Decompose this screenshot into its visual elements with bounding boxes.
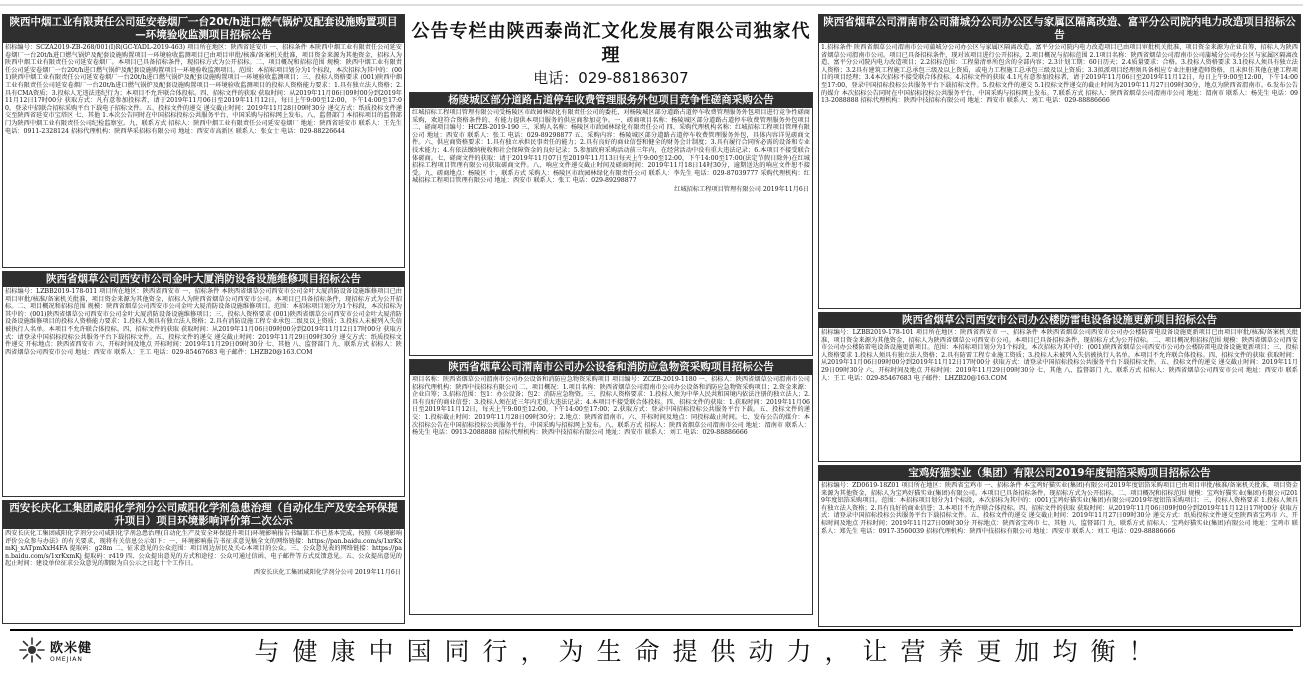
notice-body: 招标编号：SCZA2019-ZB-268/001(I)R(GC-YADL-2019-463) 项目所在地区：陕西省延安市 一、招标条件 本陕西中烟工业有限责任公司延安卷烟厂一台20t/h进口燃气锅炉及配套设施购置项目一环境验收监测项目已由项目审批/核准/备案机关批准，项目资金来源为其他资金，招标人为陕西中烟工业有限责任公司延安卷烟厂。本项目已具备招标条件，现招标方式为公开招标。二、项目概况和招标范围 规模：陕西中烟工业有限责任公司延安卷烟厂一台20t/h进口燃气锅炉及配套设施购置项目一环境验收监测项目。范围：本招标项目划分为1个标段，本次招标为其中的：(001)陕西中烟工业有限责任公司延安卷烟厂一台20t/h进口燃气锅炉及配套设施购置项目一环境验收监测项目；三、投标人资格要求 (001)陕西中烟工业有限责任公司延安卷烟厂一台20t/h进口燃气锅炉及配套设施购置项目一环境验收监测项目的投标人资格能力要求：1.具有独立法人资格；2.具有CMA资质；3.投标人无违法违纪行为；本项目不允许联合体投标。四、招标文件的获取 获取时间：从2019年11月06日09时00分到2019年11月12日17时00分 获取方式：凡有意参加投标者，请于2019年11月06日至2019年11月12日，每日上午9:00至12:00，下午14:00至17:00，登录中招联合招标采购平台下载电子招标文件。五、投标文件的递交 递交截止时间：2019年11月28日09时30分 递交方式：纸质投标文件递交至陕西省延安市宝塔区 七、其他 1.本次公告同时在中国招标投标公共服务平台、中国采购与招标网上发布。八、监督部门 本招标项目的监督部门为陕西中烟工业有限责任公司纪检监察室。九、联系方式 招标人：陕西中烟工业有限责任公司延安卷烟厂 地址：陕西省延安市 联系人：王先生 电话：0911-2328124 招标代理机构：陕西华采招标有限公司 地址：西安市高新区 联系人：张女士 电话：029-88226644 xyxy=(5,44,402,135)
notice-title: 陕西省烟草公司渭南市公司办公设备和消防应急物资采购项目招标公告 xyxy=(410,360,812,375)
notice-yangling-parking xyxy=(409,92,813,356)
logo-en: OMEJIAN xyxy=(50,656,83,663)
notice-changqing-eia xyxy=(2,500,405,624)
sun-burst-icon xyxy=(18,636,46,664)
notice-yanan-boiler xyxy=(2,14,405,268)
agency-banner xyxy=(409,20,813,88)
agency-title: 公告专栏由陕西泰尚汇文化发展有限公司独家代理 xyxy=(411,21,811,66)
agency-phone: 电话：029-88186307 xyxy=(533,69,689,87)
left-column xyxy=(2,14,405,627)
omejian-logo xyxy=(18,636,128,664)
notice-title: 陕西省烟草公司渭南市公司蒲城分公司办公区与家属区隔离改造、富平分公司院内电力改造项目招标公告 xyxy=(819,15,1300,43)
footer-ad xyxy=(10,629,1293,669)
notice-title: 宝鸡好猫实业（集团）有限公司2019年度铝箔采购项目招标公告 xyxy=(819,466,1300,481)
notice-weinan-office-equipment xyxy=(409,359,813,615)
footer-slogan: 与健康中国同行，为生命提供动力，让营养更加均衡！ xyxy=(254,637,1167,666)
notice-title: 西安长庆化工集团咸阳化学剂分公司咸阳化学剂急患治理（自动化生产及安全环保提升项目）项目环境影响评价第二次公示 xyxy=(3,501,404,529)
notice-body: 西安长庆化工集团咸阳化学剂分公司咸阳化学剂急患治理(自动化生产及安全环保提升项目)环境影响报告书编制工作已基本完成，按照《环境影响评价公众参与办法》的有关要求，现将有关信息公示如下：一、环境影响报告书征求意见稿全文的网络链接：https://pan.baidu.com/s/1xrKxmKj_xATpmXxH4FA 提取码：g28m 二、征求意见的公众范围：项目周边居民及关心本项目的公众。三、公众意见表的网络链接：https://pan.baidu.com/s/1xrKxmKj 提取码：r419 四、公众提出意见的方式和途径：公众可通过信函、电子邮件等方式反馈意见。五、公众提出意见的起止时间：建设单位征求公众意见的期限为自公示之日起十个工作日。 xyxy=(5,530,402,568)
notice-title: 陕西省烟草公司西安市公司金叶大厦消防设备设施维修项目招标公告 xyxy=(3,272,404,287)
notice-body: 招标编号：LZBB2019-178-101 项目所在地区：陕西省西安市 一、招标条件 本陕西省烟草公司西安市公司办公楼防雷电设备设施更新项目已由项目审批/核准/备案机关批准，项目资金来源为其他资金，招标人为陕西省烟草公司西安市公司。本项目已具备招标条件，现招标方式为公开招标。二、项目概况和招标范围 规模：陕西省烟草公司西安市公司办公楼防雷电设备设施更新项目。范围：本招标项目划分为1个标段，本次招标为其中的：(001)陕西省烟草公司西安市公司办公楼防雷电设备设施更新项目；三、投标人资格要求 1.投标人须具有独立法人资格；2.具有防雷工程专业施工资质；3.投标人未被列入失信被执行人名单。本项目不允许联合体投标。四、招标文件的获取 获取时间：从2019年11月06日09时00分到2019年11月12日17时00分 获取方式：请登录中国招标投标公共服务平台下载招标文件。五、投标文件的递交 递交截止时间：2019年11月29日09时30分 六、开标时间及地点 开标时间：2019年11月29日09时30分 七、其他 八、监督部门 九、联系方式 招标人：陕西省烟草公司西安市公司 地址：西安市 联系人：王工 电话：029-85467683 电子邮件：LHZB20@163.COM xyxy=(821,329,1298,382)
notice-body: 1.招标条件 陕西省烟草公司渭南市公司蒲城分公司办公区与家属区隔离改造、富平分公司院内电力改造项目已由项目审批机关批准，项目资金来源为企业自筹，招标人为陕西省烟草公司渭南市公司。项目已具备招标条件，现对该项目进行公开招标。2.项目概况与招标范围 2.1项目名称：陕西省烟草公司渭南市公司蒲城分公司办公区与家属区隔离改造、富平分公司院内电力改造项目；2.2招标范围：工程量清单所包含的全部内容；2.3计划工期：60日历天；2.4质量要求：合格。3.投标人资格要求 3.1投标人须具有独立法人资格；3.2具有建筑工程施工总承包三级及以上资质，或电力工程施工总承包三级及以上资质；3.3拟派项目经理须具备相应专业注册建造师资格，且未担任其他在建工程项目的项目经理；3.4本次招标不接受联合体投标。4.招标文件的获取 4.1凡有意参加投标者，请于2019年11月06日至2019年11月12日，每日上午9:00至12:00，下午14:00至17:00，登录中国招标投标公共服务平台下载招标文件。5.投标文件的递交 5.1投标文件递交的截止时间为2019年11月27日09时30分，地点为陕西省渭南市。6.发布公告的媒介 本次招标公告同时在中国招标投标公共服务平台、中国采购与招标网上发布。7.联系方式 招标人：陕西省烟草公司渭南市公司 地址：渭南市 联系人：杨先生 电话：0913-2088888 招标代理机构：陕西中技招标有限公司 地址：西安市 联系人：刘工 电话：029-88886666 xyxy=(821,44,1298,105)
notice-weinan-pucheng xyxy=(818,14,1301,309)
notice-xian-jinye-fire xyxy=(2,271,405,497)
notice-title: 杨陵城区部分道路占道停车收费管理服务外包项目竞争性磋商采购公告 xyxy=(410,93,812,108)
notice-signature: 西安长庆化工集团咸阳化学剂分公司 2019年11月6日 xyxy=(253,568,401,576)
right-column xyxy=(818,14,1301,630)
notice-body: 红城招标工程项目管理有限公司受杨陵区市政园林绿化有限责任公司的委托，对杨陵城区部分道路占道停车收费管理服务外包项目进行竞争性磋商采购，欢迎符合资格条件的、有能力提供本项目服务的供应商参加竞争。一、磋商项目名称：杨陵城区部分道路占道停车收费管理服务外包项目 二、磋商项目编号：HCZB-2019-190 三、采购人名称：杨陵区市政园林绿化有限责任公司 四、采购代理机构名称：红城招标工程项目管理有限公司 地址：西安市 联系人：张工 电话：029-89298877 五、采购内容：杨陵城区部分道路占道停车收费管理服务外包，具体内容详见磋商文件。六、供应商资格要求：1.具有独立承担民事责任的能力；2.具有良好的商业信誉和健全的财务会计制度；3.具有履行合同所必需的设备和专业技术能力；4.有依法缴纳税收和社会保障资金的良好记录；5.参加政府采购活动前三年内，在经营活动中没有重大违法记录；6.本项目不接受联合体磋商。七、磋商文件的获取：请于2019年11月07日至2019年11月13日每天上午9:00至12:00，下午14:00至17:00(法定节假日除外)在红城招标工程项目管理有限公司获取磋商文件。八、响应文件递交截止时间及磋商时间：2019年11月18日14时30分，逾期送达的响应文件恕不接受。九、磋商地点：杨陵区 十、联系方式 采购人：杨陵区市政园林绿化有限责任公司 联系人：李先生 电话：029-87039777 采购代理机构：红城招标工程项目管理有限公司 地址：西安市 联系人：张工 电话：029-89298877 xyxy=(412,109,810,185)
middle-column xyxy=(409,14,813,618)
notice-title: 陕西中烟工业有限责任公司延安卷烟厂一台20t/h进口燃气锅炉及配套设施购置项目—环境验收监测项目招标公告 xyxy=(3,15,404,43)
logo-text xyxy=(50,637,92,663)
top-rule xyxy=(0,0,1303,10)
notice-signature: 红城招标工程项目管理有限公司 2019年11月6日 xyxy=(674,185,809,193)
notice-body: 招标编号：LZBB2019-178-011 项目所在地区：陕西省西安市 一、招标条件 本陕西省烟草公司西安市公司金叶大厦消防设备设施维修项目已由项目审批/核准/备案机关批准，项目资金来源为其他资金，招标人为陕西省烟草公司西安市公司。本项目已具备招标条件，现招标方式为公开招标。二、项目概况和招标范围 规模：陕西省烟草公司西安市公司金叶大厦消防设备设施维修项目。范围：本招标项目划分为1个标段，本次招标为其中的：(001)陕西省烟草公司西安市公司金叶大厦消防设备设施维修项目；三、投标人资格要求 (001)陕西省烟草公司西安市公司金叶大厦消防设备设施维修项目的投标人资格能力要求：1.投标人须具有独立法人资格；2.具有消防设施工程专业承包二级及以上资质；3.投标人未被列入失信被执行人名单。本项目不允许联合体投标。四、招标文件的获取 获取时间：从2019年11月06日09时00分到2019年11月12日17时00分 获取方式：请登录中国招标投标公共服务平台下载招标文件。五、投标文件的递交 递交截止时间：2019年11月29日09时30分 递交方式：纸质投标文件递交 开标地点：陕西省西安市 六、开标时间及地点 开标时间：2019年11月29日09时30分 七、其他 八、监督部门 九、联系方式 招标人：陕西省烟草公司西安市公司 地址：西安市 联系人：王工 电话：029-85467683 电子邮件：LHZB20@163.COM xyxy=(5,288,402,356)
notice-body: 招标编号：ZD0619-18Z01 项目所在地区：陕西省宝鸡市 一、招标条件 本宝鸡好猫实业(集团)有限公司2019年度铝箔采购项目已由项目审批/核准/备案机关批准，项目资金来源为其他资金，招标人为宝鸡好猫实业(集团)有限公司。本项目已具备招标条件，现招标方式为公开招标。二、项目概况和招标范围 规模：宝鸡好猫实业(集团)有限公司2019年度铝箔采购项目。范围：本招标项目划分为1个标段，本次招标为其中的：(001)宝鸡好猫实业(集团)有限公司2019年度铝箔采购项目；三、投标人资格要求 1.投标人须具有独立法人资格；2.具有良好的商业信誉；3.本项目不允许联合体投标。四、招标文件的获取 获取时间：从2019年11月06日09时00分到2019年11月12日17时00分 获取方式：请登录中国招标投标公共服务平台下载招标文件。五、投标文件的递交 递交截止时间：2019年11月27日09时30分 递交方式：纸质投标文件递交至陕西省宝鸡市 六、开标时间及地点 开标时间：2019年11月27日09时30分 开标地点：陕西省宝鸡市 七、其他 八、监督部门 九、联系方式 招标人：宝鸡好猫实业(集团)有限公司 地址：宝鸡市 联系人：郑先生 电话：0917-3560039 招标代理机构：陕西中技招标有限公司 地址：西安市 联系人：刘工 电话：029-88886666 xyxy=(821,482,1298,535)
logo-cn: 欧米健 xyxy=(50,641,93,656)
notice-baoji-foil xyxy=(818,465,1301,627)
notice-xian-lightning xyxy=(818,312,1301,462)
notice-title: 陕西省烟草公司西安市公司办公楼防雷电设备设施更新项目招标公告 xyxy=(819,313,1300,328)
notice-body: 项目名称：陕西省烟草公司渭南市公司办公设备和消防应急物资采购项目 项目编号：ZCZB-2019-1180 一、招标人：陕西省烟草公司渭南市公司 招标代理机构：陕西中技招标有限公司 二、项目概况：1.项目名称：陕西省烟草公司渭南市公司办公设备和消防应急物资采购项目；2.资金来源：企业自筹；3.招标范围：包1：办公设备；包2：消防应急物资。三、投标人资格要求：1.投标人须为中华人民共和国境内依法注册的独立法人；2.具有良好的商业信誉；3.投标人须在近三年内无重大违法记录；4.本项目不接受联合体投标。四、招标文件的获取：1.获取时间：2019年11月06日至2019年11月12日，每天上午9:00至12:00，下午14:00至17:00；2.获取方式：登录中国招标投标公共服务平台下载。五、投标文件的递交：1.投标截止时间：2019年11月28日09时30分；2.地点：陕西省渭南市。六、开标时间及地点：同投标截止时间。七、发布公告的媒介：本次招标公告在中国招标投标公共服务平台、中国采购与招标网上发布。八、联系方式 招标人：陕西省烟草公司渭南市公司 地址：渭南市 联系人：杨先生 电话：0913-2088888 招标代理机构：陕西中技招标有限公司 地址：西安市 联系人：刘工 电话：029-88886666 xyxy=(412,376,810,437)
